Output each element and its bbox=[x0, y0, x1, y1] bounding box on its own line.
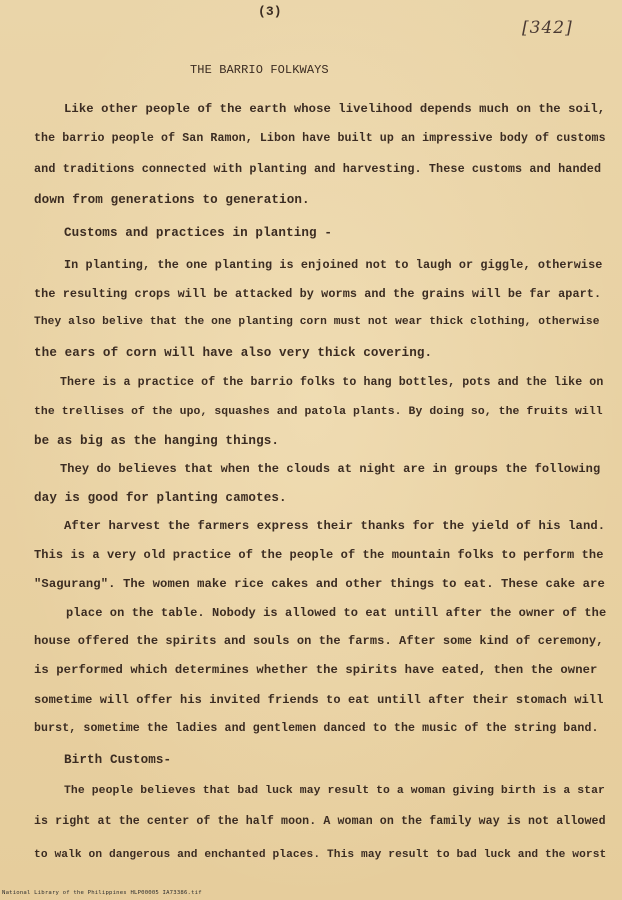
text-line: be as big as the hanging things. bbox=[34, 434, 280, 448]
text-line: "Sagurang". The women make rice cakes and other things to eat. These cake are bbox=[34, 577, 605, 591]
document-title: THE BARRIO FOLKWAYS bbox=[190, 63, 329, 77]
text-line: After harvest the farmers express their thanks for the yield of his land. bbox=[64, 519, 606, 533]
text-line: Like other people of the earth whose livelihood depends much on the soil, bbox=[64, 102, 606, 116]
text-line: the ears of corn will have also very thick covering. bbox=[34, 346, 433, 360]
text-line: The people believes that bad luck may result to a woman giving birth is a star bbox=[64, 785, 605, 797]
text-line: sometime will offer his invited friends to eat untill after their stomach will bbox=[34, 693, 604, 707]
text-line: and traditions connected with planting and harvesting. These customs and handed bbox=[34, 162, 602, 176]
text-line: house offered the spirits and souls on the farms. After some kind of ceremony, bbox=[34, 634, 604, 648]
text-line: There is a practice of the barrio folks to hang bottles, pots and the like on bbox=[60, 376, 604, 389]
text-line: burst, sometime the ladies and gentlemen danced to the music of the string band. bbox=[34, 722, 599, 735]
handwritten-reference-number: [342] bbox=[522, 18, 573, 38]
page-number: (3) bbox=[258, 4, 282, 19]
section-heading: Birth Customs- bbox=[64, 753, 172, 767]
text-line: to walk on dangerous and enchanted places. This may result to bad luck and the worst bbox=[34, 849, 607, 861]
text-line: This is a very old practice of the people of the mountain folks to perform the bbox=[34, 548, 604, 562]
text-line: the resulting crops will be attacked by worms and the grains will be far apart. bbox=[34, 287, 602, 301]
text-line: place on the table. Nobody is allowed to eat untill after the owner of the bbox=[66, 606, 607, 620]
text-line: day is good for planting camotes. bbox=[34, 491, 287, 505]
text-line: down from generations to generation. bbox=[34, 193, 310, 207]
text-line: the trellises of the upo, squashes and patola plants. By doing so, the fruits will bbox=[34, 406, 603, 418]
scan-footer: National Library of the Philippines HLP00005 IA73386.tif bbox=[2, 890, 202, 896]
text-line: In planting, the one planting is enjoined not to laugh or giggle, otherwise bbox=[64, 258, 603, 272]
text-line: They do believes that when the clouds at night are in groups the following bbox=[60, 462, 601, 476]
text-line: is right at the center of the half moon. A woman on the family way is not allowed bbox=[34, 815, 606, 828]
text-line: the barrio people of San Ramon, Libon have built up an impressive body of customs bbox=[34, 132, 606, 145]
text-line: They also belive that the one planting corn must not wear thick clothing, otherwise bbox=[34, 316, 600, 328]
text-line: is performed which determines whether the spirits have eated, then the owner bbox=[34, 663, 598, 677]
section-heading: Customs and practices in planting - bbox=[64, 226, 333, 240]
